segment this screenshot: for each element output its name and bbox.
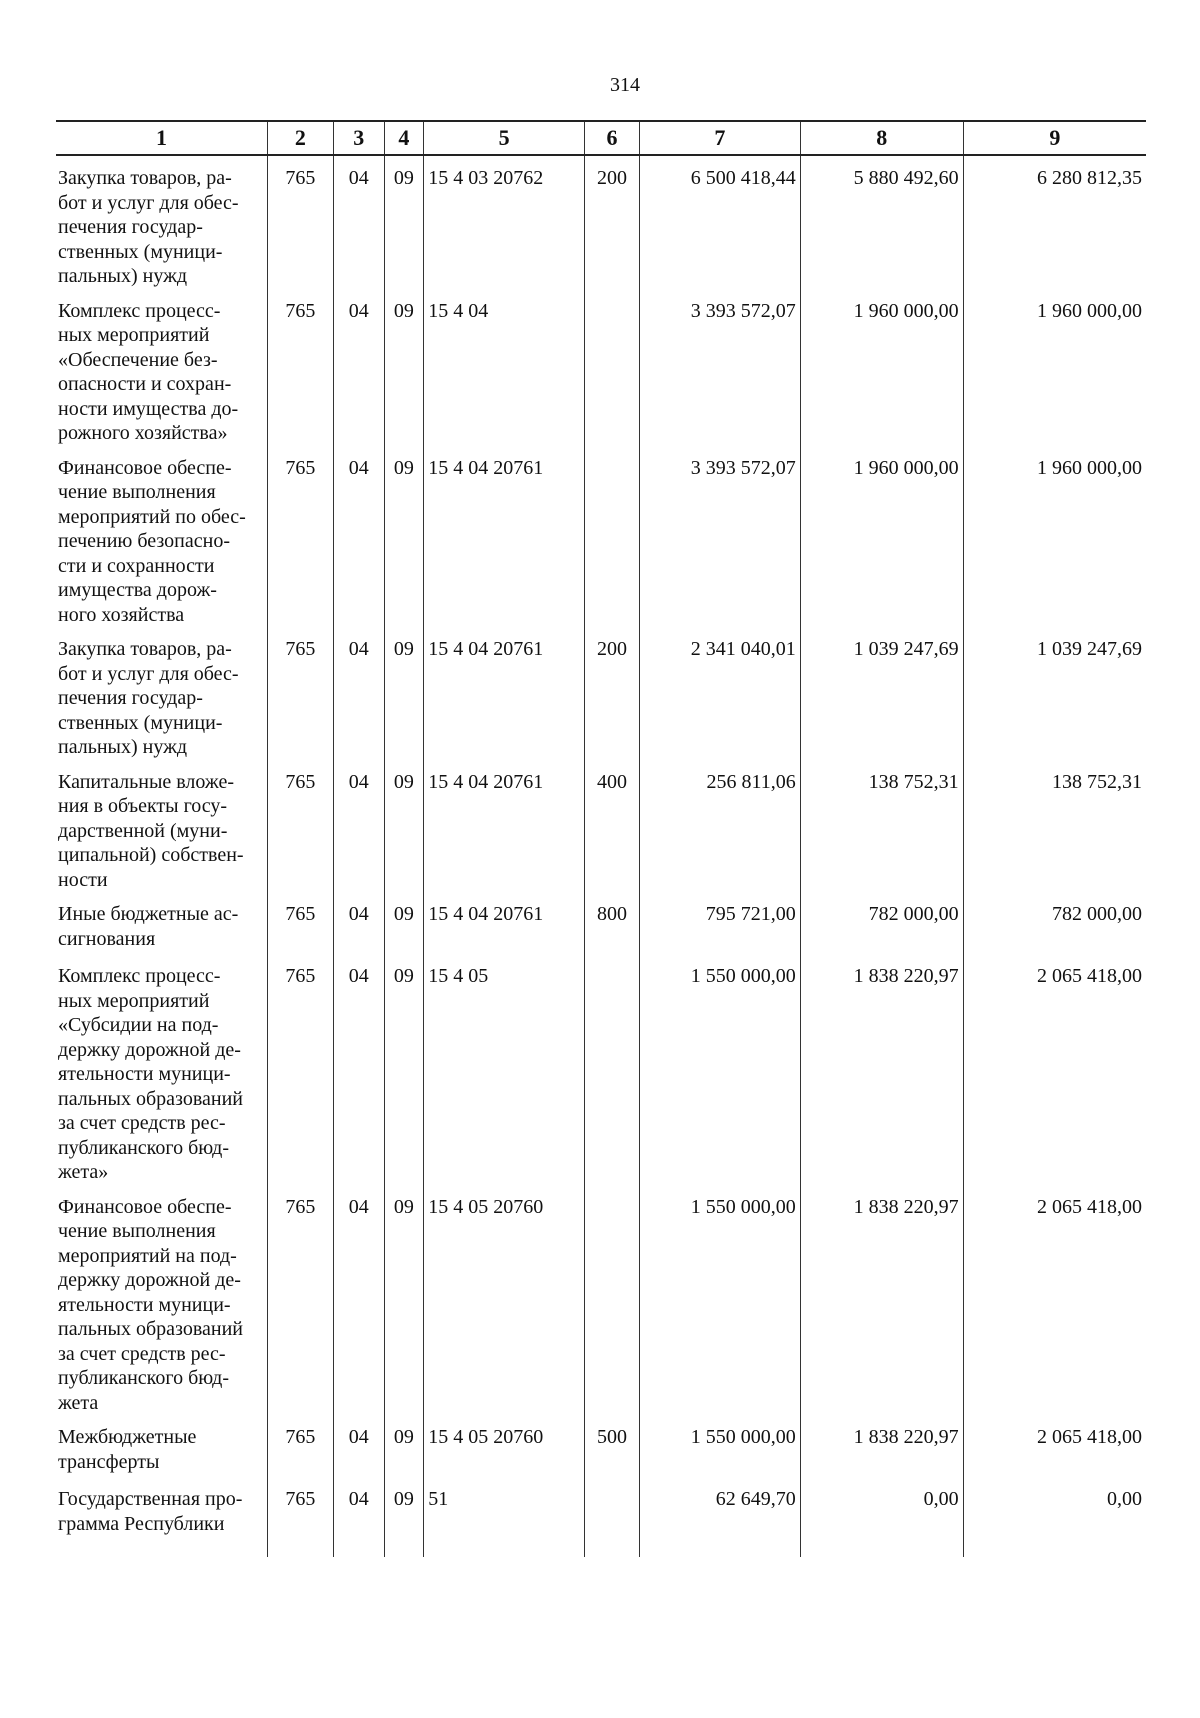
section-code: 04 — [333, 1415, 384, 1477]
section-code: 04 — [333, 627, 384, 760]
header-col-4: 4 — [384, 121, 424, 155]
item-name: Капитальные вложе- ния в объекты госу- дарственной (муни- ципальной) собствен- ности — [58, 770, 244, 891]
ministry-code: 765 — [267, 760, 333, 893]
target-article-code: 15 4 03 20762 — [424, 155, 585, 289]
header-col-6: 6 — [584, 121, 639, 155]
expense-type-code — [584, 446, 639, 628]
table-body — [56, 155, 1146, 1557]
ministry-code: 765 — [267, 627, 333, 760]
budget-table — [56, 120, 1146, 1557]
subsection-code: 09 — [384, 1185, 424, 1416]
ministry-code: 765 — [267, 892, 333, 954]
item-name: Финансовое обеспе- чение выполнения мероприятий по обес- печению безопасно- сти и сохранности имущества дорож- ного хозяйства — [58, 456, 246, 626]
header-col-5: 5 — [424, 121, 585, 155]
amount-col-7: 1 550 000,00 — [639, 954, 800, 1185]
section-code: 04 — [333, 1477, 384, 1557]
amount-col-9: 2 065 418,00 — [963, 1185, 1146, 1416]
expense-type-code — [584, 954, 639, 1185]
table-row — [56, 1477, 1146, 1557]
target-article-code: 15 4 04 — [424, 289, 585, 446]
subsection-code: 09 — [384, 954, 424, 1185]
target-article-code: 15 4 04 20761 — [424, 627, 585, 760]
header-col-2: 2 — [267, 121, 333, 155]
ministry-code: 765 — [267, 1415, 333, 1477]
subsection-code: 09 — [384, 155, 424, 289]
target-article-code: 15 4 05 20760 — [424, 1185, 585, 1416]
table-row — [56, 446, 1146, 628]
amount-col-8: 1 838 220,97 — [800, 954, 963, 1185]
table-row — [56, 1415, 1146, 1477]
amount-col-8: 138 752,31 — [800, 760, 963, 893]
amount-col-7: 3 393 572,07 — [639, 289, 800, 446]
amount-col-8: 1 838 220,97 — [800, 1415, 963, 1477]
item-name: Комплекс процесс- ных мероприятий «Субсидии на под- держку дорожной де- ятельности муници- пальных образований за счет средств рес- публиканского бюд- жета» — [58, 965, 243, 1183]
item-name: Иные бюджетные ас- сигнования — [58, 903, 239, 950]
target-article-code: 15 4 05 20760 — [424, 1415, 585, 1477]
section-code: 04 — [333, 954, 384, 1185]
amount-col-9: 0,00 — [963, 1477, 1146, 1557]
amount-col-8: 5 880 492,60 — [800, 155, 963, 289]
section-code: 04 — [333, 760, 384, 893]
table-row — [56, 954, 1146, 1185]
amount-col-8: 1 960 000,00 — [800, 446, 963, 628]
amount-col-8: 1 838 220,97 — [800, 1185, 963, 1416]
expense-type-code: 400 — [584, 760, 639, 893]
expense-type-code — [584, 1477, 639, 1557]
target-article-code: 15 4 04 20761 — [424, 892, 585, 954]
header-col-1: 1 — [56, 121, 267, 155]
table-row — [56, 627, 1146, 760]
amount-col-9: 1 039 247,69 — [963, 627, 1146, 760]
ministry-code: 765 — [267, 1477, 333, 1557]
section-code: 04 — [333, 446, 384, 628]
target-article-code: 51 — [424, 1477, 585, 1557]
expense-type-code — [584, 289, 639, 446]
item-name: Закупка товаров, ра- бот и услуг для обес- печения государ- ственных (муници- пальных) нужд — [58, 167, 239, 287]
item-name: Финансовое обеспе- чение выполнения мероприятий на под- держку дорожной де- ятельности муници- пальных образований за счет средств рес- публиканского бюд- жета — [58, 1195, 243, 1414]
item-name: Закупка товаров, ра- бот и услуг для обес- печения государ- ственных (муници- пальных) нужд — [58, 638, 239, 758]
item-name: Комплекс процесс- ных мероприятий «Обеспечение без- опасности и сохран- ности имущества до- рожного хозяйства» — [58, 299, 239, 444]
amount-col-9: 1 960 000,00 — [963, 446, 1146, 628]
ministry-code: 765 — [267, 1185, 333, 1416]
amount-col-9: 2 065 418,00 — [963, 954, 1146, 1185]
amount-col-8: 782 000,00 — [800, 892, 963, 954]
expense-type-code: 200 — [584, 627, 639, 760]
amount-col-7: 795 721,00 — [639, 892, 800, 954]
subsection-code: 09 — [384, 1477, 424, 1557]
subsection-code: 09 — [384, 892, 424, 954]
expense-type-code: 800 — [584, 892, 639, 954]
amount-col-8: 1 039 247,69 — [800, 627, 963, 760]
expense-type-code: 500 — [584, 1415, 639, 1477]
section-code: 04 — [333, 892, 384, 954]
table-header — [56, 121, 1146, 155]
amount-col-8: 1 960 000,00 — [800, 289, 963, 446]
header-row — [56, 121, 1146, 155]
target-article-code: 15 4 05 — [424, 954, 585, 1185]
section-code: 04 — [333, 289, 384, 446]
amount-col-7: 1 550 000,00 — [639, 1185, 800, 1416]
item-name: Государственная про- грамма Республики — [58, 1488, 243, 1535]
amount-col-7: 3 393 572,07 — [639, 446, 800, 628]
header-col-9: 9 — [963, 121, 1146, 155]
table-row — [56, 892, 1146, 954]
subsection-code: 09 — [384, 1415, 424, 1477]
ministry-code: 765 — [267, 289, 333, 446]
subsection-code: 09 — [384, 289, 424, 446]
table-row — [56, 1185, 1146, 1416]
table-row — [56, 760, 1146, 893]
expense-type-code: 200 — [584, 155, 639, 289]
table-row — [56, 289, 1146, 446]
amount-col-8: 0,00 — [800, 1477, 963, 1557]
amount-col-7: 2 341 040,01 — [639, 627, 800, 760]
ministry-code: 765 — [267, 954, 333, 1185]
amount-col-9: 1 960 000,00 — [963, 289, 1146, 446]
page-number: 314 — [610, 74, 640, 96]
amount-col-7: 6 500 418,44 — [639, 155, 800, 289]
expense-type-code — [584, 1185, 639, 1416]
subsection-code: 09 — [384, 446, 424, 628]
subsection-code: 09 — [384, 627, 424, 760]
ministry-code: 765 — [267, 446, 333, 628]
amount-col-7: 256 811,06 — [639, 760, 800, 893]
amount-col-9: 138 752,31 — [963, 760, 1146, 893]
target-article-code: 15 4 04 20761 — [424, 446, 585, 628]
subsection-code: 09 — [384, 760, 424, 893]
amount-col-9: 2 065 418,00 — [963, 1415, 1146, 1477]
amount-col-9: 6 280 812,35 — [963, 155, 1146, 289]
item-name: Межбюджетные трансферты — [58, 1426, 197, 1473]
header-col-8: 8 — [800, 121, 963, 155]
header-col-7: 7 — [639, 121, 800, 155]
amount-col-7: 1 550 000,00 — [639, 1415, 800, 1477]
target-article-code: 15 4 04 20761 — [424, 760, 585, 893]
table-row — [56, 155, 1146, 289]
amount-col-7: 62 649,70 — [639, 1477, 800, 1557]
section-code: 04 — [333, 1185, 384, 1416]
ministry-code: 765 — [267, 155, 333, 289]
header-col-3: 3 — [333, 121, 384, 155]
section-code: 04 — [333, 155, 384, 289]
amount-col-9: 782 000,00 — [963, 892, 1146, 954]
